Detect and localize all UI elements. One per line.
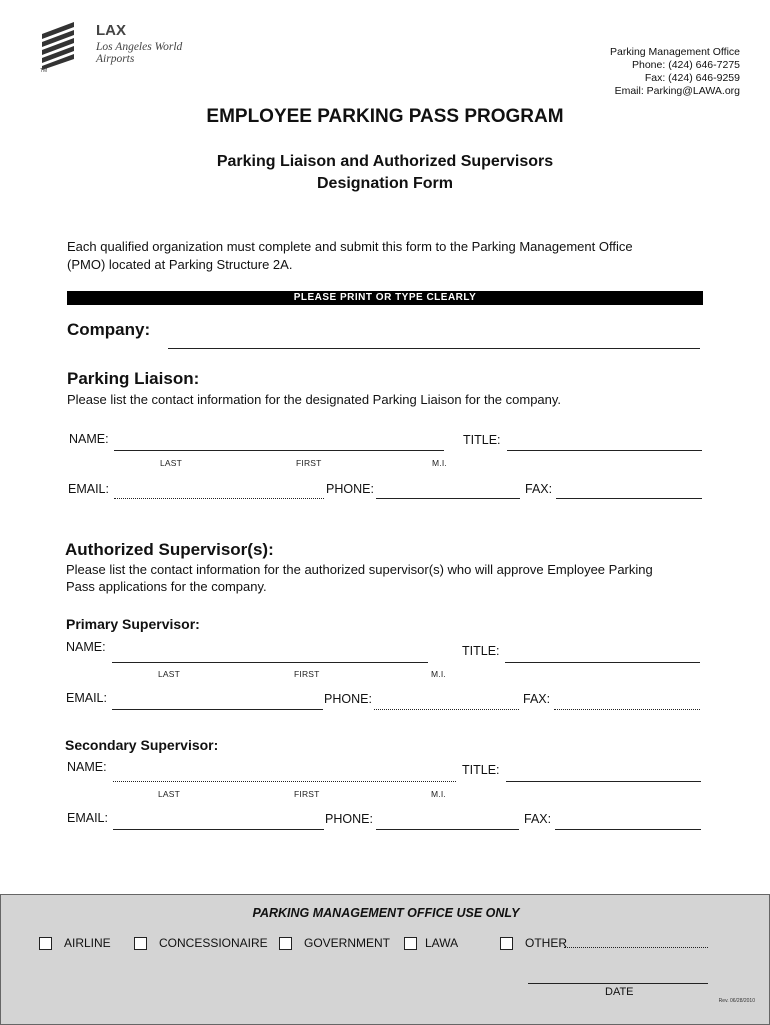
office-name: Parking Management Office [610,46,740,58]
secondary-mi-caption: M.I. [431,789,446,799]
primary-title-label: TITLE: [462,644,500,658]
lawa-option-label: LAWA [425,936,459,950]
office-phone: Phone: (424) 646-7275 [632,59,740,71]
supervisors-desc-line1: Please list the contact information for the authorized supervisor(s) who will approve Employee Parking [66,562,653,577]
primary-phone-input[interactable] [374,709,519,710]
secondary-fax-input[interactable] [555,829,701,830]
office-contact [610,46,740,98]
liaison-email-input[interactable] [114,498,324,499]
other-option-label: OTHER [525,936,567,950]
liaison-phone-label: PHONE: [326,482,374,496]
secondary-name-input[interactable] [113,781,456,782]
government-checkbox[interactable] [279,937,292,950]
secondary-phone-input[interactable] [376,829,519,830]
primary-last-caption: LAST [158,669,181,679]
primary-supervisor-heading: Primary Supervisor: [66,616,200,632]
form-subtitle-line2: Designation Form [316,175,453,192]
office-use-panel [0,894,770,1025]
liaison-heading: Parking Liaison: [67,369,200,388]
primary-fax-input[interactable] [554,709,700,710]
banner-text: PLEASE PRINT OR TYPE CLEARLY [293,292,477,303]
lax-logo-mark-icon [40,20,80,70]
secondary-email-input[interactable] [113,829,324,830]
liaison-phone-input[interactable] [376,498,520,499]
intro-line2: (PMO) located at Parking Structure 2A. [67,257,293,272]
liaison-fax-input[interactable] [556,498,702,499]
concessionaire-checkbox[interactable] [134,937,147,950]
lawa-checkbox[interactable] [404,937,417,950]
liaison-title-label: TITLE: [463,433,501,447]
liaison-name-input[interactable] [114,450,444,451]
logo-tm: TM [40,68,48,74]
secondary-supervisor-heading: Secondary Supervisor: [65,737,219,753]
secondary-phone-label: PHONE: [325,812,373,826]
print-clearly-banner [67,291,703,305]
intro-line1: Each qualified organization must complete and submit this form to the Parking Management Office [67,239,633,254]
primary-email-input[interactable] [112,709,323,710]
company-label: Company: [67,320,151,339]
liaison-name-label: NAME: [69,432,109,446]
secondary-email-label: EMAIL: [67,811,108,825]
logo-name: LAX [96,22,126,39]
airline-option-label: AIRLINE [64,936,111,950]
lax-logo [40,20,220,80]
liaison-title-input[interactable] [507,450,702,451]
primary-name-input[interactable] [112,662,428,663]
liaison-first-caption: FIRST [296,458,322,468]
office-use-heading: PARKING MANAGEMENT OFFICE USE ONLY [252,906,520,920]
date-input[interactable] [528,983,708,984]
secondary-title-label: TITLE: [462,763,500,777]
company-input[interactable] [168,348,700,349]
liaison-description: Please list the contact information for the designated Parking Liaison for the company. [67,392,562,407]
office-email: Email: Parking@LAWA.org [614,85,740,97]
secondary-last-caption: LAST [158,789,181,799]
primary-fax-label: FAX: [523,692,551,706]
secondary-fax-label: FAX: [524,812,552,826]
primary-name-label: NAME: [66,640,106,654]
liaison-mi-caption: M.I. [432,458,447,468]
secondary-title-input[interactable] [506,781,701,782]
primary-phone-label: PHONE: [324,692,372,706]
primary-mi-caption: M.I. [431,669,446,679]
government-option-label: GOVERNMENT [304,936,391,950]
liaison-fax-label: FAX: [525,482,553,496]
primary-title-input[interactable] [505,662,700,663]
supervisors-heading: Authorized Supervisor(s): [65,540,274,559]
primary-first-caption: FIRST [294,669,320,679]
revision-note: Rev. 06/28/2010 [718,998,755,1004]
logo-subtitle: Los Angeles World Airports [96,41,183,65]
liaison-last-caption: LAST [160,458,183,468]
secondary-name-label: NAME: [67,760,107,774]
primary-email-label: EMAIL: [66,691,107,705]
page-title: EMPLOYEE PARKING PASS PROGRAM [206,106,564,127]
office-fax: Fax: (424) 646-9259 [644,72,740,84]
concessionaire-option-label: CONCESSIONAIRE [159,936,268,950]
form-subtitle-line1: Parking Liaison and Authorized Supervisors [216,153,554,170]
liaison-email-label: EMAIL: [68,482,109,496]
airline-checkbox[interactable] [39,937,52,950]
date-label: DATE [605,986,634,998]
supervisors-desc-line2: Pass applications for the company. [66,579,267,594]
secondary-first-caption: FIRST [294,789,320,799]
other-input[interactable] [564,947,708,948]
other-checkbox[interactable] [500,937,513,950]
